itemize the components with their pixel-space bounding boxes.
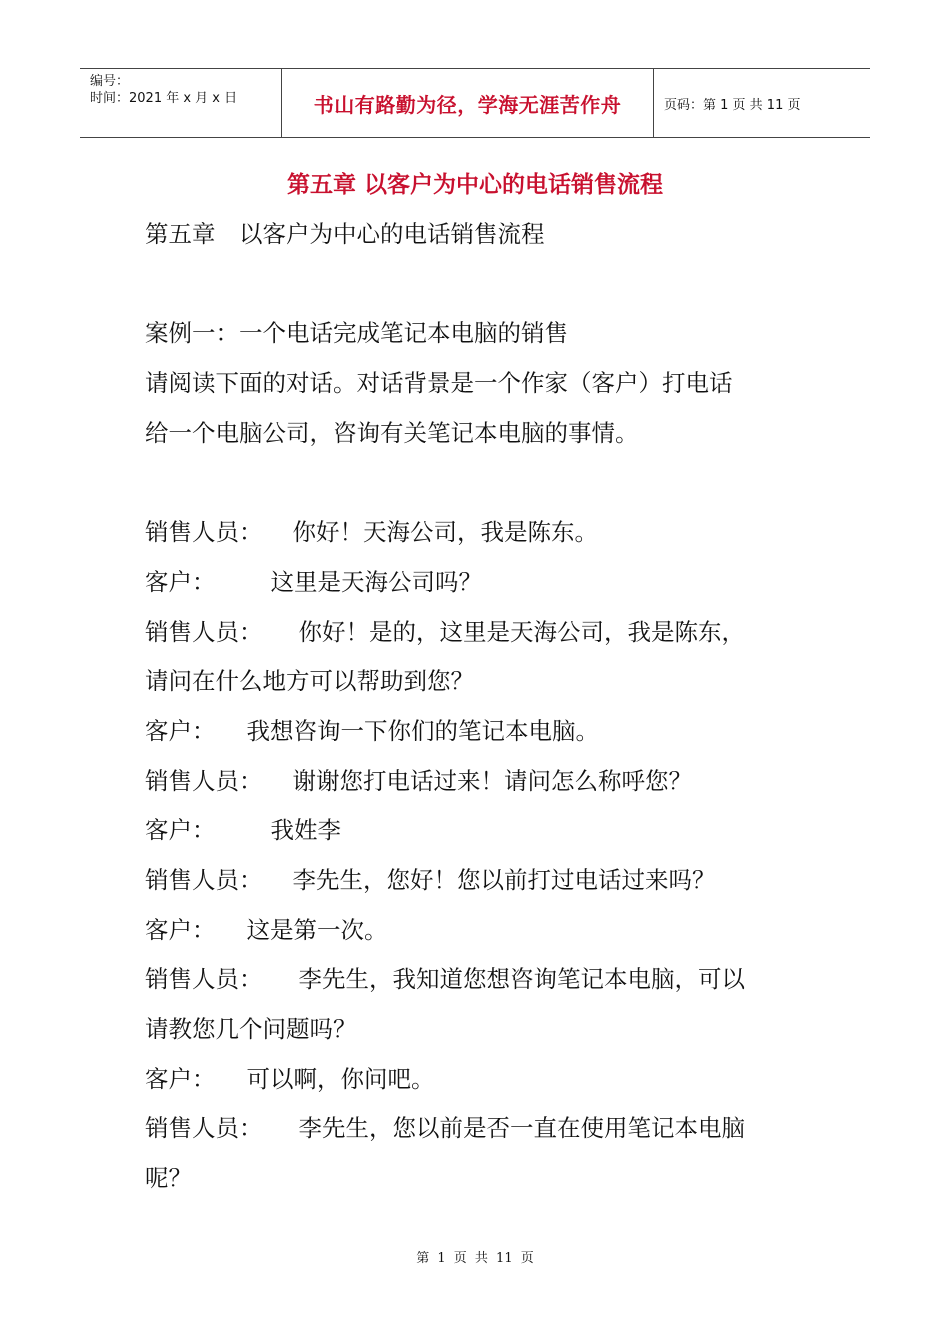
section-heading: 第五章 以客户为中心的电话销售流程 xyxy=(145,220,545,248)
serial-label: 编号： xyxy=(90,74,130,89)
dialogue-line xyxy=(145,806,815,856)
speaker-label: 客户： xyxy=(145,915,216,944)
speaker-label: 客户： xyxy=(145,816,216,845)
speaker-label: 客户： xyxy=(145,567,216,596)
dialogue-line xyxy=(145,1055,815,1105)
header-page-cell xyxy=(654,69,870,137)
speaker-label: 客户： xyxy=(145,716,216,745)
document-body xyxy=(145,210,815,1204)
dialogue-line xyxy=(145,707,815,757)
dialogue-text: 呢？ xyxy=(145,1164,192,1193)
dialogue-line xyxy=(145,856,815,906)
dialogue-text: 李先生，您以前是否一直在使用笔记本电脑 xyxy=(298,1114,745,1143)
dialogue-line xyxy=(145,1154,815,1204)
dialogue-line xyxy=(145,955,815,1005)
dialogue-line xyxy=(145,1104,815,1154)
page-info: 页码：第 1 页 共 11 页 xyxy=(664,97,801,113)
blank-line xyxy=(145,260,815,310)
case-title: 案例一：一个电话完成笔记本电脑的销售 xyxy=(145,319,568,348)
dialogue-text: 谢谢您打电话过来！请问怎么称呼您？ xyxy=(292,766,692,795)
header-motto-cell xyxy=(282,69,654,137)
dialogue-text: 这里是天海公司吗？ xyxy=(270,567,482,596)
dialogue-text: 我想咨询一下你们的笔记本电脑。 xyxy=(246,716,599,745)
dialogue-line xyxy=(145,657,815,707)
dialogue-text: 请教您几个问题吗？ xyxy=(145,1015,357,1043)
dialogue-line xyxy=(145,1005,815,1055)
page-header xyxy=(80,68,870,138)
speaker-label: 客户： xyxy=(145,1064,216,1093)
dialogue-text: 可以啊，你问吧。 xyxy=(246,1064,435,1093)
intro-line: 给一个电脑公司，咨询有关笔记本电脑的事情。 xyxy=(145,418,639,447)
speaker-label: 销售人员： xyxy=(145,617,263,646)
time-label: 时间：2021 年 x 月 x 日 xyxy=(90,91,238,106)
intro-line: 请阅读下面的对话。对话背景是一个作家（客户）打电话 xyxy=(145,369,733,398)
motto: 书山有路勤为径，学海无涯苦作舟 xyxy=(313,92,622,117)
dialogue-line xyxy=(145,558,815,608)
speaker-label: 销售人员： xyxy=(145,965,263,994)
speaker-label: 销售人员： xyxy=(145,865,263,894)
dialogue-text: 李先生，我知道您想咨询笔记本电脑，可以 xyxy=(298,965,745,994)
dialogue-text: 你好！是的，这里是天海公司，我是陈东， xyxy=(298,617,745,646)
header-meta-cell xyxy=(80,69,282,137)
speaker-label: 销售人员： xyxy=(145,1114,263,1143)
dialogue-line xyxy=(145,608,815,658)
dialogue-text: 请问在什么地方可以帮助到您？ xyxy=(145,667,474,696)
speaker-label: 销售人员： xyxy=(145,766,263,795)
dialogue-text: 你好！天海公司，我是陈东。 xyxy=(292,518,598,547)
dialogue-line xyxy=(145,757,815,807)
dialogue-line xyxy=(145,508,815,558)
dialogue-text: 这是第一次。 xyxy=(246,915,388,944)
page-footer: 第 1 页 共 11 页 xyxy=(416,1251,534,1266)
dialogue-text: 李先生，您好！您以前打过电话过来吗？ xyxy=(292,865,716,894)
dialogue-line xyxy=(145,906,815,956)
blank-line xyxy=(145,458,815,508)
chapter-title: 第五章 以客户为中心的电话销售流程 xyxy=(286,172,663,198)
dialogue-text: 我姓李 xyxy=(270,816,341,845)
speaker-label: 销售人员： xyxy=(145,518,263,547)
